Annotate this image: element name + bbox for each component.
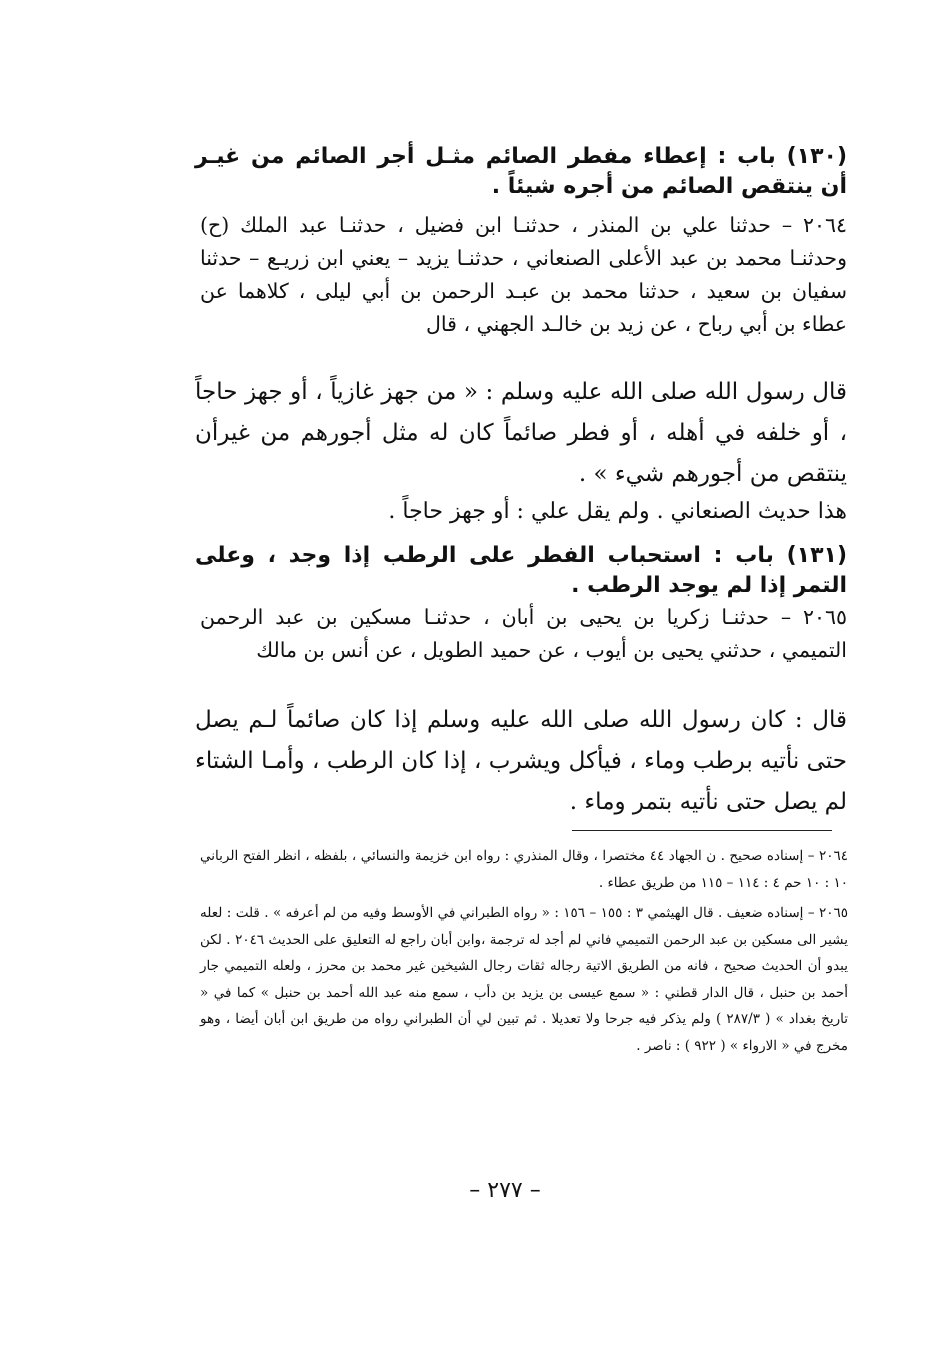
- footnote-separator: [572, 830, 832, 831]
- hadith-2064-note-text: هذا حديث الصنعاني . ولم يقل علي : أو جهز حاجاً .: [388, 499, 847, 524]
- footnote-2064: [200, 843, 848, 896]
- hadith-2064-isnad-text: ٢٠٦٤ – حدثنا علي بن المنذر ، حدثنـا ابن فضيل ، حدثنـا عبد الملك (ح) وحدثنـا محمد بن عبد الأعلى الصنعاني ، حدثنـا يزيد – يعني ابن زريـع – حدثنا سفيان بن سعيد ، حدثنا محمد بن عبـد الرحمن بن أبي ليلى ، كلاهما عن عطاء بن أبي رباح ، عن زيد بن خالـد الجهني ، قال: [200, 213, 847, 336]
- hadith-2064-matn-text: قال رسول الله صلى الله عليه وسلم : « من جهز غازياً ، أو جهز حاجاً ، أو خلفه في أهله ، أو فطر صائماً كان له مثل أجورهم من غيرأن ينتقص من أجورهم شيء » .: [195, 379, 847, 487]
- chapter-130-heading-text: (١٣٠) باب : إعطاء مفطر الصائم مثـل أجر الصائم من غيـر أن ينتقص الصائم من أجره شيئاً .: [195, 144, 847, 199]
- chapter-131-heading-text: (١٣١) باب : استحباب الفطر على الرطب إذا وجد ، وعلى التمر إذا لم يوجد الرطب .: [195, 543, 847, 598]
- hadith-2065-matn-text: قال : كان رسول الله صلى الله عليه وسلم إذا كان صائماً لـم يصل حتى نأتيه برطب وماء ، فيأكل ويشرب ، إذا كان الرطب ، وأمـا الشتاء لم يصل حتى نأتيه بتمر وماء .: [195, 707, 847, 815]
- hadith-2064-note: [210, 497, 847, 527]
- hadith-2065-matn: [195, 700, 847, 823]
- hadith-2064-matn: [195, 372, 847, 495]
- page-number: – ٢٧٧ –: [469, 1178, 541, 1203]
- footnote-2065: [200, 900, 848, 1060]
- chapter-131-heading: [195, 541, 847, 601]
- hadith-2065-isnad: [200, 601, 847, 667]
- hadith-2064-isnad: [200, 209, 847, 341]
- footnote-2065-text: ٢٠٦٥ – إسناده ضعيف . قال الهيثمي ٣ : ١٥٥ – ١٥٦ : « رواه الطبراني في الأوسط وفيه من لم أعرفه » . قلت : لعله يشير الى مسكين بن عبد الرحمن التميمي فاني لم أجد له ترجمة ،وابن أبان راجع له التعليق على الحديث ٢٠٤٦ . لكن يبدو أن الحديث صحيح ، فانه من الطريق الاتية رجاله ثقات رجال الشيخين غير محمد بن محرز ، ولعله التميمي جار أحمد بن حنبل ، قال الدار قطني : « سمع عيسى بن يزيد بن دأب ، سمع منه عبد الله أحمد بن حنبل » كما في « تاريخ بغداد » ( ٢٨٧/٣ ) ولم يذكر فيه جرحا ولا تعديلا . ثم تبين لي أن الطبراني رواه من طريق ابن أبان أيضا ، وهو مخرج في « الارواء » ( ٩٢٢ ) : ناصر .: [200, 905, 848, 1054]
- hadith-2065-isnad-text: ٢٠٦٥ – حدثنـا زكريا بن يحيى بن أبان ، حدثنـا مسكين بن عبد الرحمن التميمي ، حدثني يحيى بن أيوب ، عن حميد الطويل ، عن أنس بن مالك: [200, 605, 847, 662]
- footnote-2064-text: ٢٠٦٤ – إسناده صحيح . ن الجهاد ٤٤ مختصرا ، وقال المنذري : رواه ابن خزيمة والنسائي ، بلفظه ، انظر الفتح الرباني ١٠ : ١٠ حم ٤ : ١١٤ – ١١٥ من طريق عطاء .: [200, 848, 848, 891]
- chapter-130-heading: [195, 142, 847, 202]
